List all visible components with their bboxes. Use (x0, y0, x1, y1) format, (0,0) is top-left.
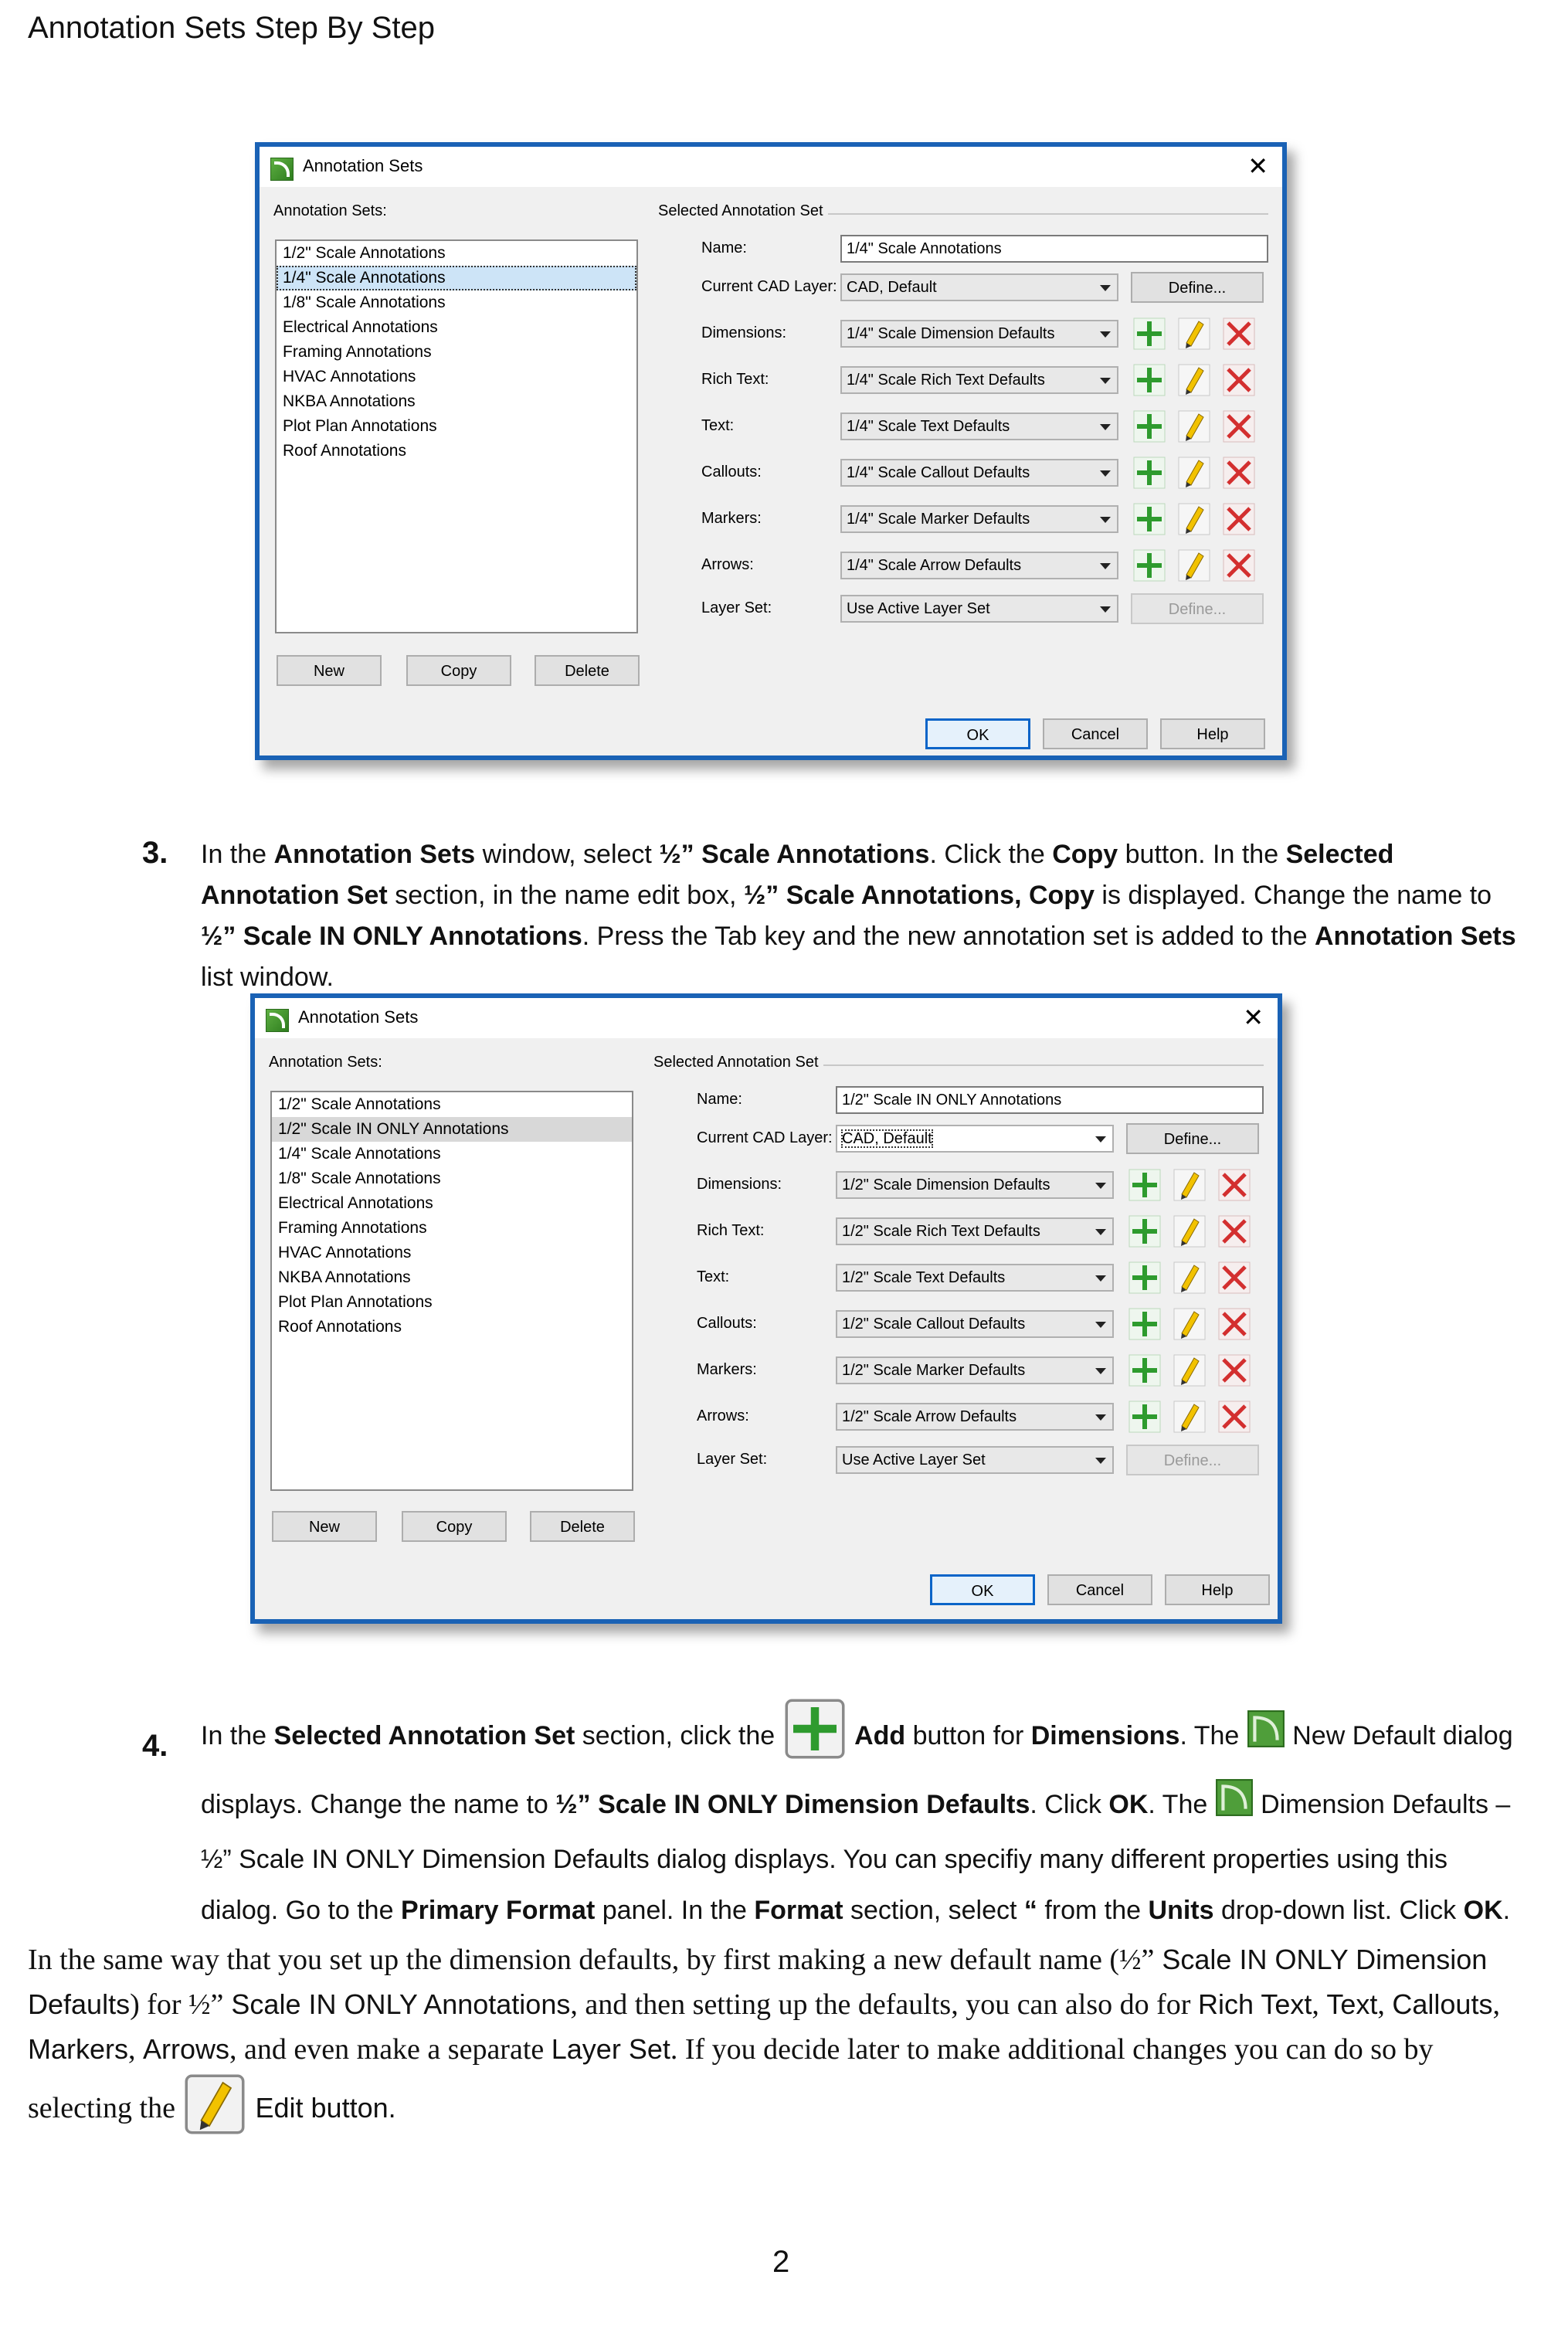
rich-text-select[interactable] (836, 1217, 1114, 1245)
bold-run: ½” Scale Annotations, Copy (743, 881, 1095, 910)
edit-dimensions-button[interactable] (1171, 1166, 1208, 1204)
text-run: section, in the name edit box, (387, 881, 744, 910)
dialog-title: Annotation Sets (298, 1007, 419, 1027)
bold-run: “ (1023, 1896, 1037, 1925)
text-run: Rich Text (1197, 1988, 1312, 2020)
text-run: In the same way that you set up the dimension defaults, by first making a new default name (½” (28, 1944, 1155, 1976)
chevron-down-icon (1095, 1458, 1106, 1464)
add-markers-button[interactable] (1131, 501, 1168, 538)
edit-rich-text-button[interactable] (1176, 362, 1213, 399)
delete-button[interactable]: Delete (535, 655, 640, 686)
text-run: . The (1148, 1789, 1215, 1819)
closing-paragraph (28, 1937, 1542, 2150)
chevron-down-icon (1095, 1322, 1106, 1328)
text-run: , (1377, 1988, 1393, 2021)
text-run: ) for ½” (130, 1988, 224, 2021)
chevron-down-icon (1100, 517, 1111, 523)
chevron-down-icon (1100, 606, 1111, 613)
define-button[interactable]: Define... (1126, 1123, 1259, 1154)
list-item[interactable]: 1/2" Scale Annotations (278, 1095, 441, 1113)
app-icon (266, 1009, 289, 1032)
close-icon[interactable]: ✕ (1247, 152, 1268, 180)
delete-markers-button[interactable] (1220, 501, 1257, 538)
edit-text-button[interactable] (1176, 408, 1213, 445)
list-item[interactable]: Plot Plan Annotations (283, 417, 437, 435)
bold-run: Copy (1052, 840, 1118, 869)
name-label: Name: (697, 1091, 742, 1108)
dimensions-label: Dimensions: (697, 1176, 782, 1193)
chevron-down-icon (1095, 1414, 1106, 1421)
list-item[interactable]: Plot Plan Annotations (278, 1293, 433, 1311)
text-run: button for (905, 1720, 1031, 1750)
arrows-label: Arrows: (701, 556, 754, 573)
delete-rich-text-button[interactable] (1220, 362, 1257, 399)
layer-set-label: Layer Set: (701, 599, 772, 616)
text-run: Layer Set (551, 2033, 670, 2065)
list-item[interactable]: 1/2" Scale Annotations (283, 244, 446, 262)
cad-layer-label: Current CAD Layer: (697, 1129, 833, 1146)
layer-set-value: Use Active Layer Set (842, 1452, 986, 1468)
cad-layer-select[interactable] (836, 1125, 1114, 1153)
edit-markers-button[interactable] (1171, 1352, 1208, 1389)
text-run: is displayed. Change the name to (1094, 881, 1492, 910)
add-arrows-button[interactable] (1131, 547, 1168, 584)
rich-text-value: 1/4" Scale Rich Text Defaults (847, 372, 1045, 389)
text-label: Text: (701, 417, 735, 434)
name-input[interactable]: 1/4" Scale Annotations (840, 235, 1268, 263)
markers-label: Markers: (697, 1361, 757, 1378)
arrows-select[interactable] (836, 1403, 1114, 1431)
markers-select[interactable] (840, 505, 1118, 533)
text-run: button. In the (1118, 840, 1286, 869)
text-run: . Click (1030, 1789, 1109, 1819)
name-input[interactable]: 1/2" Scale IN ONLY Annotations (836, 1086, 1264, 1114)
text-run: drop-down list. Click (1213, 1896, 1464, 1925)
text-run: , (1312, 1988, 1327, 2021)
callouts-label: Callouts: (697, 1315, 757, 1332)
markers-value: 1/2" Scale Marker Defaults (842, 1362, 1026, 1379)
text-run: Callouts (1392, 1988, 1493, 2020)
list-item[interactable]: Electrical Annotations (283, 318, 438, 336)
cad-layer-select[interactable] (840, 273, 1118, 301)
add-dimensions-button[interactable] (1126, 1166, 1163, 1204)
text-run: Dimension Defaults – ½” Scale IN ONLY Dimension Defaults dialog displays. You can specifiy many different properties using this dialog. Go to the (201, 1789, 1511, 1925)
callouts-select[interactable] (840, 459, 1118, 487)
chevron-down-icon (1100, 424, 1111, 430)
help-button[interactable]: Help (1165, 1574, 1270, 1605)
chevron-down-icon (1095, 1275, 1106, 1282)
dimensions-select[interactable] (836, 1171, 1114, 1199)
define-layer-set-button[interactable]: Define... (1126, 1445, 1259, 1475)
list-item[interactable]: HVAC Annotations (278, 1244, 412, 1261)
dialog-title: Annotation Sets (303, 156, 423, 175)
callouts-value: 1/2" Scale Callout Defaults (842, 1316, 1026, 1333)
dimensions-value: 1/2" Scale Dimension Defaults (842, 1176, 1050, 1193)
edit-callouts-button[interactable] (1176, 454, 1213, 491)
text-run: . If you decide later to make additional changes you can do so by selecting the (28, 2033, 1434, 2125)
dimensions-value: 1/4" Scale Dimension Defaults (847, 325, 1055, 342)
document-header: Annotation Sets Step By Step (28, 11, 436, 45)
text-run: . Click the (929, 840, 1053, 869)
arrows-value: 1/4" Scale Arrow Defaults (847, 557, 1022, 574)
group-label: Selected Annotation Set (658, 202, 823, 219)
annotation-sets-list[interactable] (275, 239, 638, 633)
bold-run: Format (754, 1896, 843, 1925)
text-run: section, select (843, 1896, 1024, 1925)
list-item[interactable]: Electrical Annotations (278, 1194, 433, 1212)
text-run: window, select (475, 840, 660, 869)
rich-text-select[interactable] (840, 366, 1118, 394)
dimensions-label: Dimensions: (701, 324, 787, 341)
text-run: panel. In the (595, 1896, 755, 1925)
add-text-button[interactable] (1131, 408, 1168, 445)
text-label: Text: (697, 1268, 730, 1285)
list-item[interactable]: NKBA Annotations (278, 1268, 411, 1286)
copy-button[interactable]: Copy (406, 655, 511, 686)
rich-text-label: Rich Text: (697, 1222, 765, 1239)
chevron-down-icon (1100, 285, 1111, 291)
list-item[interactable]: 1/4" Scale Annotations (278, 1145, 441, 1163)
callouts-value: 1/4" Scale Callout Defaults (847, 464, 1030, 481)
text-run: . (1502, 1896, 1511, 1925)
chevron-down-icon (1100, 378, 1111, 384)
bold-run: ½” Scale Annotations (659, 840, 930, 869)
text-select[interactable] (840, 413, 1118, 440)
rich-text-label: Rich Text: (701, 371, 769, 388)
dimensions-select[interactable] (840, 320, 1118, 348)
delete-button[interactable]: Delete (530, 1511, 635, 1542)
add-callouts-button[interactable] (1131, 454, 1168, 491)
text-run: , (128, 2033, 144, 2066)
cad-layer-value: CAD, Default (847, 279, 937, 296)
bold-run: OK (1108, 1789, 1149, 1819)
layer-set-select[interactable] (836, 1446, 1114, 1474)
markers-label: Markers: (701, 510, 762, 527)
annotation-sets-label: Annotation Sets: (269, 1054, 382, 1071)
annotation-sets-list[interactable] (270, 1091, 633, 1491)
text-run: list window. (201, 963, 334, 992)
bold-run: Dimensions (1030, 1720, 1180, 1750)
edit-rich-text-button[interactable] (1171, 1213, 1208, 1250)
text-run: Arrows (143, 2033, 230, 2065)
text-run: New Default dialog displays. Change the name to (201, 1720, 1513, 1819)
cad-layer-label: Current CAD Layer: (701, 278, 837, 295)
bold-run: Units (1148, 1896, 1214, 1925)
new-default-icon (1247, 1710, 1285, 1765)
text-run: Scale IN ONLY Annotations (223, 1988, 571, 2020)
list-item[interactable]: Roof Annotations (278, 1318, 402, 1336)
callouts-select[interactable] (836, 1310, 1114, 1338)
text-run: Scale IN ONLY Dimension Defaults (28, 1944, 1488, 2020)
cancel-button[interactable]: Cancel (1043, 718, 1148, 749)
delete-text-button[interactable] (1216, 1259, 1253, 1296)
add-rich-text-button[interactable] (1126, 1213, 1163, 1250)
app-icon (270, 158, 294, 181)
list-item[interactable]: NKBA Annotations (283, 392, 416, 410)
group-divider (823, 1064, 1264, 1066)
page-number: 2 (772, 2245, 790, 2279)
text-select[interactable] (836, 1264, 1114, 1292)
add-arrows-button[interactable] (1126, 1398, 1163, 1435)
group-label: Selected Annotation Set (653, 1054, 819, 1071)
name-label: Name: (701, 239, 747, 256)
text-run: Text (1326, 1988, 1378, 2020)
bold-run: Selected Annotation Set (201, 840, 1394, 910)
add-dimensions-button[interactable] (1131, 315, 1168, 352)
bold-run: Add (854, 1720, 906, 1750)
annotation-sets-label: Annotation Sets: (273, 202, 387, 219)
callouts-label: Callouts: (701, 463, 762, 480)
layer-set-select[interactable] (840, 595, 1118, 623)
text-run: . Press the Tab key and the new annotation set is added to the (582, 922, 1315, 951)
delete-dimensions-button[interactable] (1220, 315, 1257, 352)
chevron-down-icon (1095, 1368, 1106, 1374)
define-layer-set-button[interactable]: Define... (1131, 593, 1264, 624)
dimension-defaults-icon (1215, 1778, 1254, 1834)
delete-dimensions-button[interactable] (1216, 1166, 1253, 1204)
layer-set-label: Layer Set: (697, 1451, 768, 1468)
list-item-selected[interactable]: 1/2" Scale IN ONLY Annotations (272, 1117, 632, 1142)
delete-arrows-button[interactable] (1220, 547, 1257, 584)
delete-arrows-button[interactable] (1216, 1398, 1253, 1435)
text-run: . The (1179, 1720, 1247, 1750)
ok-button[interactable]: OK (925, 718, 1030, 749)
delete-callouts-button[interactable] (1220, 454, 1257, 491)
text-value: 1/4" Scale Text Defaults (847, 418, 1010, 435)
layer-set-value: Use Active Layer Set (847, 600, 990, 617)
bold-run: Annotation Sets (1314, 922, 1516, 951)
text-run: In the (201, 1720, 274, 1750)
new-button[interactable]: New (277, 655, 382, 686)
arrows-select[interactable] (840, 552, 1118, 579)
title-bar (255, 998, 1278, 1038)
list-item[interactable]: 1/8" Scale Annotations (283, 294, 446, 311)
add-icon (782, 1696, 847, 1778)
annotation-sets-dialog-2 (250, 993, 1282, 1624)
help-button[interactable]: Help (1160, 718, 1265, 749)
markers-select[interactable] (836, 1356, 1114, 1384)
edit-arrows-button[interactable] (1171, 1398, 1208, 1435)
cad-layer-value: CAD, Default (842, 1130, 932, 1147)
chevron-down-icon (1095, 1183, 1106, 1189)
chevron-down-icon (1100, 470, 1111, 477)
add-markers-button[interactable] (1126, 1352, 1163, 1389)
chevron-down-icon (1100, 331, 1111, 338)
add-callouts-button[interactable] (1126, 1306, 1163, 1343)
arrows-label: Arrows: (697, 1407, 749, 1424)
text-run: Edit button. (247, 2092, 396, 2124)
step-4-text (201, 1696, 1529, 1936)
text-run: , and then setting up the defaults, you can also do for (570, 1988, 1198, 2021)
delete-markers-button[interactable] (1216, 1352, 1253, 1389)
add-rich-text-button[interactable] (1131, 362, 1168, 399)
rich-text-value: 1/2" Scale Rich Text Defaults (842, 1223, 1040, 1240)
list-item[interactable]: 1/8" Scale Annotations (278, 1170, 441, 1187)
annotation-sets-dialog-1 (255, 142, 1287, 760)
copy-button[interactable]: Copy (402, 1511, 507, 1542)
edit-markers-button[interactable] (1176, 501, 1213, 538)
title-bar (260, 147, 1282, 187)
list-item[interactable]: Roof Annotations (283, 442, 406, 460)
delete-text-button[interactable] (1220, 408, 1257, 445)
new-button[interactable]: New (272, 1511, 377, 1542)
group-divider (828, 213, 1268, 215)
edit-icon (182, 2072, 247, 2150)
edit-arrows-button[interactable] (1176, 547, 1213, 584)
text-run: section, click the (575, 1720, 782, 1750)
add-text-button[interactable] (1126, 1259, 1163, 1296)
delete-callouts-button[interactable] (1216, 1306, 1253, 1343)
chevron-down-icon (1095, 1229, 1106, 1235)
edit-text-button[interactable] (1171, 1259, 1208, 1296)
cancel-button[interactable]: Cancel (1047, 1574, 1152, 1605)
ok-button[interactable]: OK (930, 1574, 1035, 1605)
chevron-down-icon (1100, 563, 1111, 569)
bold-run: ½” Scale IN ONLY Annotations (201, 922, 582, 951)
text-run: , and even make a separate (229, 2033, 552, 2066)
step-3-text (201, 834, 1529, 998)
chevron-down-icon (1095, 1136, 1106, 1143)
list-item[interactable]: Framing Annotations (283, 343, 432, 361)
bold-run: Primary Format (400, 1896, 596, 1925)
text-run: Markers (28, 2033, 129, 2065)
define-button[interactable]: Define... (1131, 272, 1264, 303)
close-icon[interactable]: ✕ (1243, 1003, 1264, 1031)
list-item-selected[interactable]: 1/4" Scale Annotations (277, 266, 636, 290)
bold-run: OK (1463, 1896, 1503, 1925)
markers-value: 1/4" Scale Marker Defaults (847, 511, 1030, 528)
text-run: , (1492, 1988, 1500, 2021)
text-run: from the (1037, 1896, 1149, 1925)
list-item[interactable]: HVAC Annotations (283, 368, 416, 385)
delete-rich-text-button[interactable] (1216, 1213, 1253, 1250)
bold-run: Selected Annotation Set (273, 1720, 575, 1750)
bold-run: Annotation Sets (273, 840, 476, 869)
text-value: 1/2" Scale Text Defaults (842, 1269, 1006, 1286)
edit-dimensions-button[interactable] (1176, 315, 1213, 352)
edit-callouts-button[interactable] (1171, 1306, 1208, 1343)
arrows-value: 1/2" Scale Arrow Defaults (842, 1408, 1017, 1425)
step-3-number: 3. (142, 836, 168, 870)
step-4-number: 4. (142, 1729, 168, 1763)
text-run: In the (201, 840, 274, 869)
bold-run: ½” Scale IN ONLY Dimension Defaults (555, 1789, 1030, 1819)
list-item[interactable]: Framing Annotations (278, 1219, 427, 1237)
